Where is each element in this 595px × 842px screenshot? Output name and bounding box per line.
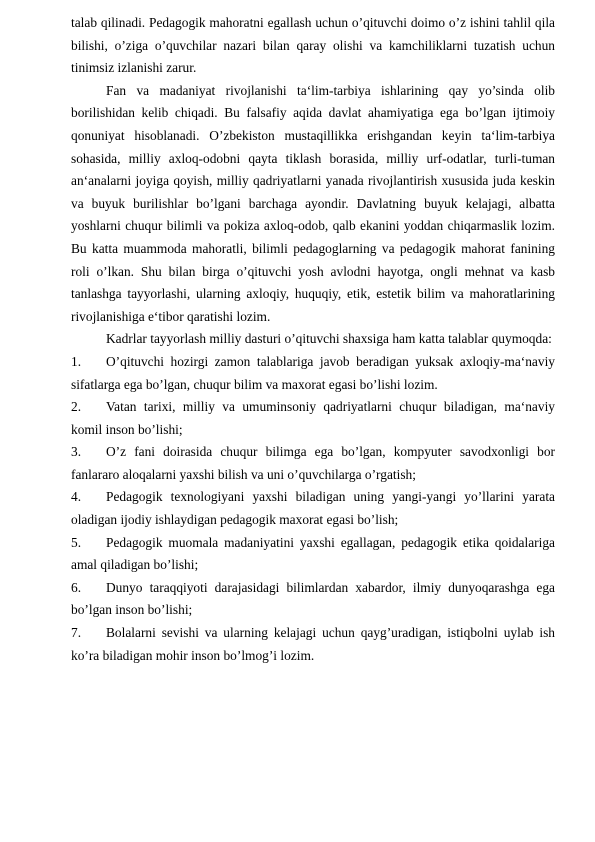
list-item bbox=[71, 577, 555, 622]
paragraph-culture: Fan va madaniyat rivojlanishi ta‘lim-tarbiya ishlarining qay yo’sinda olib borilishidan kelib chiqadi. Bu falsafiy aqida davlat ahamiyatiga ega bo’lgan ijtimoiy qonuniyat hisoblanadi. O’zbekiston mustaqillikka erishgandan keyin ta‘lim-tarbiya sohasida, milliy axloq-odobni qayta tiklash borasida, milliy urf-odatlar, turli-tuman an‘analarni joyiga qoyish, milliy qadriyatlarni yanada rivojlantirish xususida juda keskin va buyuk burilishlar bo’lgani barchaga ayondir. Davlatning buyuk kelajagi, albatta yoshlarni chuqur bilimli va pokiza axloq-odob, qalb ekanini yoddan chiqarmaslik lozim. Bu katta muammoda mahoratli, bilimli pedagoglarning va pedagogik mahorat fanining roli o’lkan. Shu bilan birga o’qituvchi yosh avlodni hayotga, ongli mehnat va kasb tanlashga tayyorlashi, ularning axloqiy, huquqiy, etik, estetik bilim va mahoratlarining rivojlanishiga e‘tibor qaratishi lozim. bbox=[71, 82, 555, 324]
requirements-list bbox=[71, 351, 555, 667]
list-item-number: 2. bbox=[71, 399, 82, 415]
list-item-number: 1. bbox=[71, 353, 82, 369]
paragraph-program: Kadrlar tayyorlash milliy dasturi o’qituvchi shaxsiga ham katta talablar quymoqda: bbox=[106, 331, 552, 347]
list-item-number: 7. bbox=[71, 625, 82, 641]
list-item bbox=[71, 486, 555, 531]
list-item-text: Dunyo taraqqiyoti darajasidagi bilimlardan xabardor, ilmiy dunyoqarashga ega bo’lgan inson bo’lishi; bbox=[71, 579, 555, 618]
list-item bbox=[71, 532, 555, 577]
list-item-text: Pedagogik muomala madaniyatini yaxshi egallagan, pedagogik etika qoidalariga amal qiladigan bo’lishi; bbox=[71, 534, 555, 573]
paragraph-continuation: talab qilinadi. Pedagogik mahoratni egallash uchun o’qituvchi doimo o’z ishini tahlil qila bilishi, o’ziga o’quvchilar nazari bilan qaray olishi va kamchiliklarni tuzatish uchun tinimsiz izlanishi zarur. bbox=[71, 15, 555, 76]
list-item-text: Bolalarni sevishi va ularning kelajagi uchun qayg’uradigan, istiqbolni uylab ish ko’ra biladigan mohir inson bo’lmog’i lozim. bbox=[71, 625, 555, 663]
list-item-number: 4. bbox=[71, 489, 82, 505]
list-item-text: Pedagogik texnologiyani yaxshi biladigan uning yangi-yangi yo’llarini yarata oladigan ijodiy ishlaydigan pedagogik maxorat egasi bo’lish; bbox=[71, 489, 555, 528]
list-item-number: 6. bbox=[71, 579, 82, 595]
list-item-text: O’qituvchi hozirgi zamon talablariga javob beradigan yuksak axloqiy-ma‘naviy sifatlarga ega bo’lgan, chuqur bilim va maxorat egasi bo’lishi lozim. bbox=[71, 353, 555, 392]
list-item bbox=[71, 622, 555, 667]
document-page bbox=[71, 12, 555, 667]
list-item-text: O’z fani doirasida chuqur bilimga ega bo’lgan, kompyuter savodxonligi bor fanlararo aloqalarni yaxshi bilish va uni o’quvchilarga o’rgatish; bbox=[71, 444, 555, 482]
list-item bbox=[71, 396, 555, 441]
list-item bbox=[71, 351, 555, 396]
list-item-number: 3. bbox=[71, 444, 82, 460]
list-item-text: Vatan tarixi, milliy va umuminsoniy qadriyatlarni chuqur biladigan, ma‘naviy komil inson bo’lishi; bbox=[71, 399, 555, 437]
list-item bbox=[71, 441, 555, 486]
list-item-number: 5. bbox=[71, 534, 82, 550]
